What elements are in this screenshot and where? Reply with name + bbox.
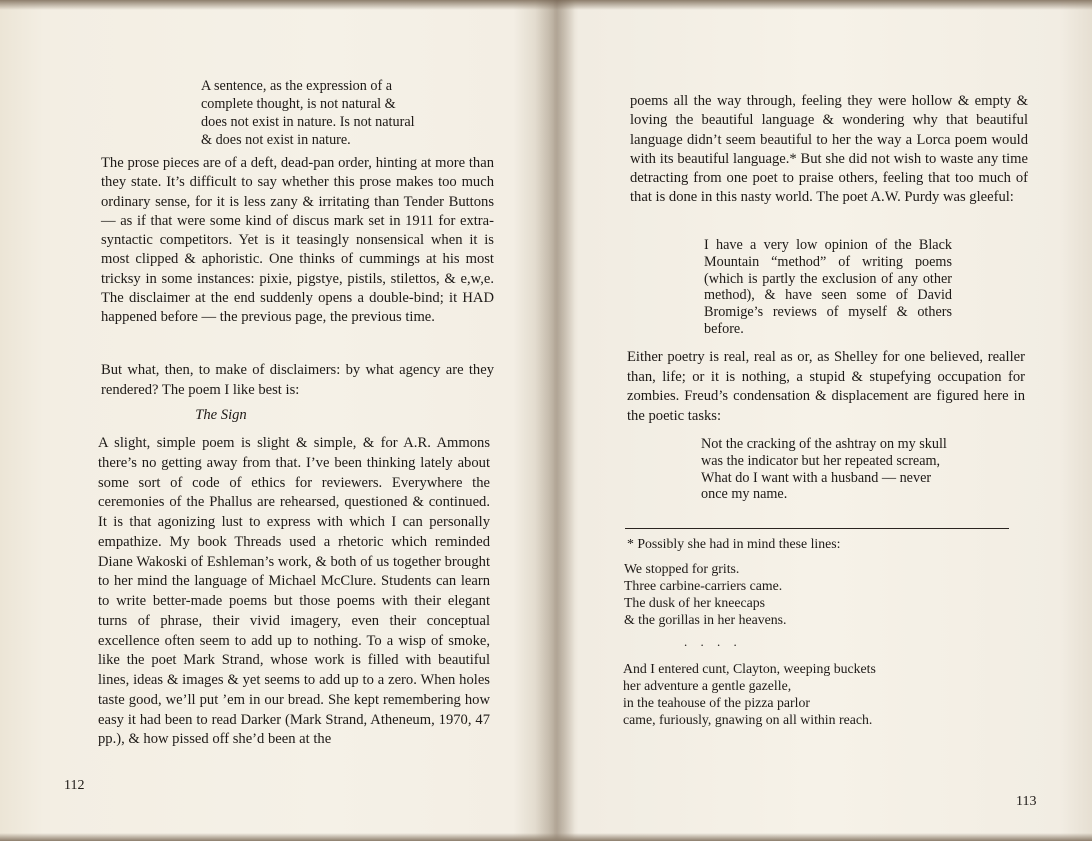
left-paragraph-2: But what, then, to make of disclaimers: by what agency are they rendered? The poem I like best is:: [101, 362, 494, 398]
footnote-intro: * Possibly she had in mind these lines:: [627, 536, 841, 551]
page-number-right: 113: [1016, 794, 1037, 809]
footnote-line: Three carbine-carriers came.: [624, 578, 783, 593]
epigraph: A sentence, as the expression of a complete thought, is not natural & does not exist in nature. Is not natural & does not exist in nature.: [201, 78, 415, 148]
footnote-stanza-1: [624, 560, 984, 628]
footnote-stanza-2: [623, 660, 1003, 728]
footnote-line: her adventure a gentle gazelle,: [623, 678, 792, 693]
footnote-line: & the gorillas in her heavens.: [624, 612, 787, 627]
right-paragraph-2: Either poetry is real, real as or, as Shelley for one believed, realler than, life; or it is nothing, a stupid & stupefying occupation for zombies. Freud’s condensation & displacement are figured here in the poetic tasks:: [627, 349, 1025, 424]
block-quote-ashtray: Not the cracking of the ashtray on my skull was the indicator but her repeated scream, What do I want with a husband — never once my name.: [701, 436, 947, 503]
left-page: [0, 0, 545, 841]
block-quote-purdy: I have a very low opinion of the Black Mountain “method” of writing poems (which is partly the exclusion of any other method), & have seen some of David Bromige’s reviews of myself & others before.: [704, 237, 952, 337]
footnote-ellipsis: . . . .: [684, 634, 742, 649]
left-paragraph-3: A slight, simple poem is slight & simple, & for A.R. Ammons there’s no getting away from that. I’ve been thinking lately about some sort of code of ethics for reviewers. Everywhere the ceremonies of the Phallus are rehearsed, questioned & continued. It is that agonizing lust to express with which I can personally empathize. My book Threads used a rhetoric which reminded Diane Wakoski of Eshleman’s work, & both of us together brought to her mind the language of Michael McClure. Students can learn to write better-made poems but those poems with their elegant turns of phrase, their vivid imagery, even their conceptual excellence often seem to add up to nothing. To a wisp of smoke, like the poet Mark Strand, whose work is filled with beautiful lines, ideas & images & yet seems to add up to a zero. When holes taste good, we’ll put ’em in our bread. She kept remembering how easy it had been to read Darker (Mark Strand, Atheneum, 1970, 47 pp.), & how pissed off she’d been at the: [98, 435, 490, 748]
footnote-line: in the teahouse of the pizza parlor: [623, 695, 810, 710]
right-paragraph-1: poems all the way through, feeling they were hollow & empty & loving the beautiful language & wondering why that beautiful language didn’t seem beautiful to her the way a Lorca poem would with its beautiful language.* But she did not wish to waste any time detracting from one poet to praise others, feeling that too much of that is done in this nasty world. The poet A.W. Purdy was gleeful:: [630, 93, 1028, 206]
left-paragraph-1: The prose pieces are of a deft, dead-pan order, hinting at more than they state. It’s difficult to say whether this prose makes too much ordinary sense, for it is less zany & irritating than Tender Buttons — as if that were some kind of discus mark set in 1911 for extra-syntactic competitors. Yet is it teasingly nonsensical when it is most clipped & aphoristic. One thinks of cummings at his most tricksy in some instances: pixie, pigstye, pistils, stilettos, & e,w,e. The disclaimer at the end suddenly opens a double-bind; it HAD happened before — the previous page, the previous time.: [101, 155, 494, 326]
footnote-line: came, furiously, gnawing on all within reach.: [623, 712, 873, 727]
footnote-rule: [625, 528, 1009, 529]
footnote-line: We stopped for grits.: [624, 561, 740, 576]
footnote-line: And I entered cunt, Clayton, weeping buckets: [623, 661, 876, 676]
right-page: [560, 0, 1092, 841]
footnote-line: The dusk of her kneecaps: [624, 595, 765, 610]
poem-title: The Sign: [195, 407, 247, 423]
page-number-left: 112: [64, 778, 85, 793]
